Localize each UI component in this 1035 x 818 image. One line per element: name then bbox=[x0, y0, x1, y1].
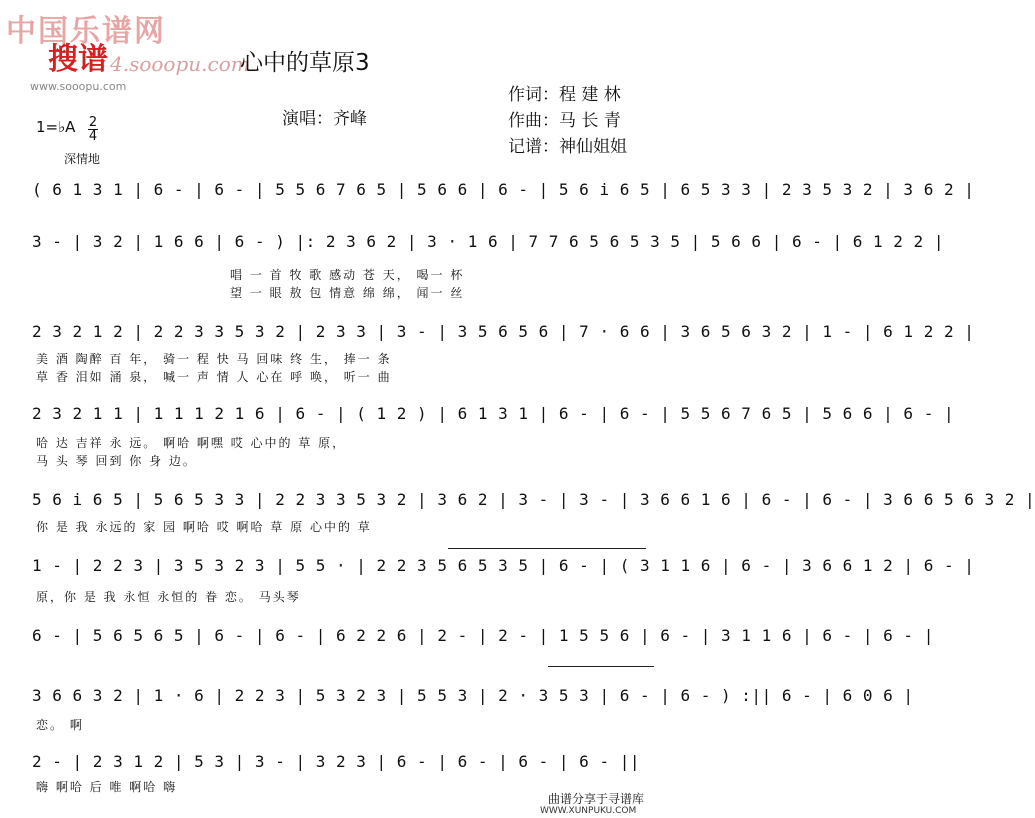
watermark-site-name: 中国乐谱网 bbox=[6, 14, 166, 49]
singer-credit: 演唱：齐峰 bbox=[282, 109, 367, 129]
volta-1-bracket bbox=[448, 548, 646, 549]
score-row-9: 2 - | 2 3 1 2 | 5 3 | 3 - | 3 2 3 | 6 - | 6 - | 6 - | 6 - || bbox=[32, 752, 640, 771]
score-row-6: 1 - | 2 2 3 | 3 5 3 2 3 | 5 5 · | 2 2 3 5 6 5 3 5 | 6 - | ( 3 1 1 6 | 6 - | 3 6 6 1 2 | 6 - | bbox=[32, 556, 975, 575]
score-row-3: 2 3 2 1 2 | 2 2 3 3 5 3 2 | 2 3 3 | 3 - | 3 5 6 5 6 | 7 · 6 6 | 3 6 5 6 3 2 | 1 - | 6 1 2 2 | bbox=[32, 322, 975, 341]
meter-bottom: 4 bbox=[88, 129, 98, 144]
transcriber-credit: 记谱：神仙姐姐 bbox=[508, 137, 627, 157]
logo: 搜谱 bbox=[48, 42, 108, 77]
key-signature: 1=♭A bbox=[36, 118, 76, 136]
footer-share-text: 曲谱分享于寻谱库 bbox=[548, 792, 645, 806]
score-row-2: 3 - | 3 2 | 1 6 6 | 6 - ) |: 2 3 6 2 | 3 · 1 6 | 7 7 6 5 6 5 3 5 | 5 6 6 | 6 - | 6 1 2 2 | bbox=[32, 232, 944, 251]
lyric-row-8: 恋。 啊 bbox=[36, 718, 84, 732]
lyric-row-2-verse-1: 唱 一 首 牧 歌 感动 苍 天， 喝一 杯 bbox=[230, 268, 465, 282]
score-row-8: 3 6 6 3 2 | 1 · 6 | 2 2 3 | 5 3 2 3 | 5 5 3 | 2 · 3 5 3 | 6 - | 6 - ) :|| 6 - | 6 0 6 | bbox=[32, 686, 914, 705]
tempo-marking: 深情地 bbox=[64, 152, 101, 166]
lyric-row-5: 你 是 我 永远的 家 园 啊哈 哎 啊哈 草 原 心中的 草 bbox=[36, 520, 372, 534]
lyric-row-3-verse-2: 草 香 泪如 涌 泉， 喊一 声 情 人 心在 呼 唤， 听一 曲 bbox=[36, 370, 392, 384]
meter-top: 2 bbox=[88, 115, 98, 130]
time-signature bbox=[88, 116, 98, 143]
lyric-row-4-verse-1: 哈 达 吉祥 永 远。 啊哈 啊嘿 哎 心中的 草 原， bbox=[36, 436, 347, 450]
logo-url: www.sooopu.com bbox=[30, 80, 127, 93]
lyric-row-9: 嗨 啊哈 后 唯 啊哈 嗨 bbox=[36, 780, 178, 794]
score-row-5: 5 6 i 6 5 | 5 6 5 3 3 | 2 2 3 3 5 3 2 | 3 6 2 | 3 - | 3 - | 3 6 6 1 6 | 6 - | 6 - | 3 6 6 5 6 3 2 | bbox=[32, 490, 1035, 509]
lyricist-credit: 作词：程 建 林 bbox=[508, 85, 621, 105]
lyric-row-4-verse-2: 马 头 琴 回到 你 身 边。 bbox=[36, 454, 197, 468]
score-row-7: 6 - | 5 6 5 6 5 | 6 - | 6 - | 6 2 2 6 | 2 - | 2 - | 1 5 5 6 | 6 - | 3 1 1 6 | 6 - | 6 - | bbox=[32, 626, 934, 645]
volta-2-bracket bbox=[548, 666, 654, 667]
lyric-row-2-verse-2: 望 一 眼 敖 包 情意 绵 绵， 闻一 丝 bbox=[230, 286, 465, 300]
lyric-row-6: 原，你 是 我 永恒 永恒的 眷 恋。 马头琴 bbox=[36, 590, 301, 604]
watermark-overlay-url: 4.sooopu.com bbox=[110, 52, 250, 76]
composer-credit: 作曲：马 长 青 bbox=[508, 111, 621, 131]
score-row-1: ( 6 1 3 1 | 6 - | 6 - | 5 5 6 7 6 5 | 5 6 6 | 6 - | 5 6 i 6 5 | 6 5 3 3 | 2 3 5 3 2 | 3 6 2 | bbox=[32, 180, 975, 199]
song-title: 心中的草原3 bbox=[240, 50, 370, 76]
lyric-row-3-verse-1: 美 酒 陶醉 百 年， 骑一 程 快 马 回味 终 生， 捧一 条 bbox=[36, 352, 392, 366]
footer-url: WWW.XUNPUKU.COM bbox=[540, 806, 637, 816]
score-row-4: 2 3 2 1 1 | 1 1 1 2 1 6 | 6 - | ( 1 2 ) | 6 1 3 1 | 6 - | 6 - | 5 5 6 7 6 5 | 5 6 6 | 6 - | bbox=[32, 404, 955, 423]
